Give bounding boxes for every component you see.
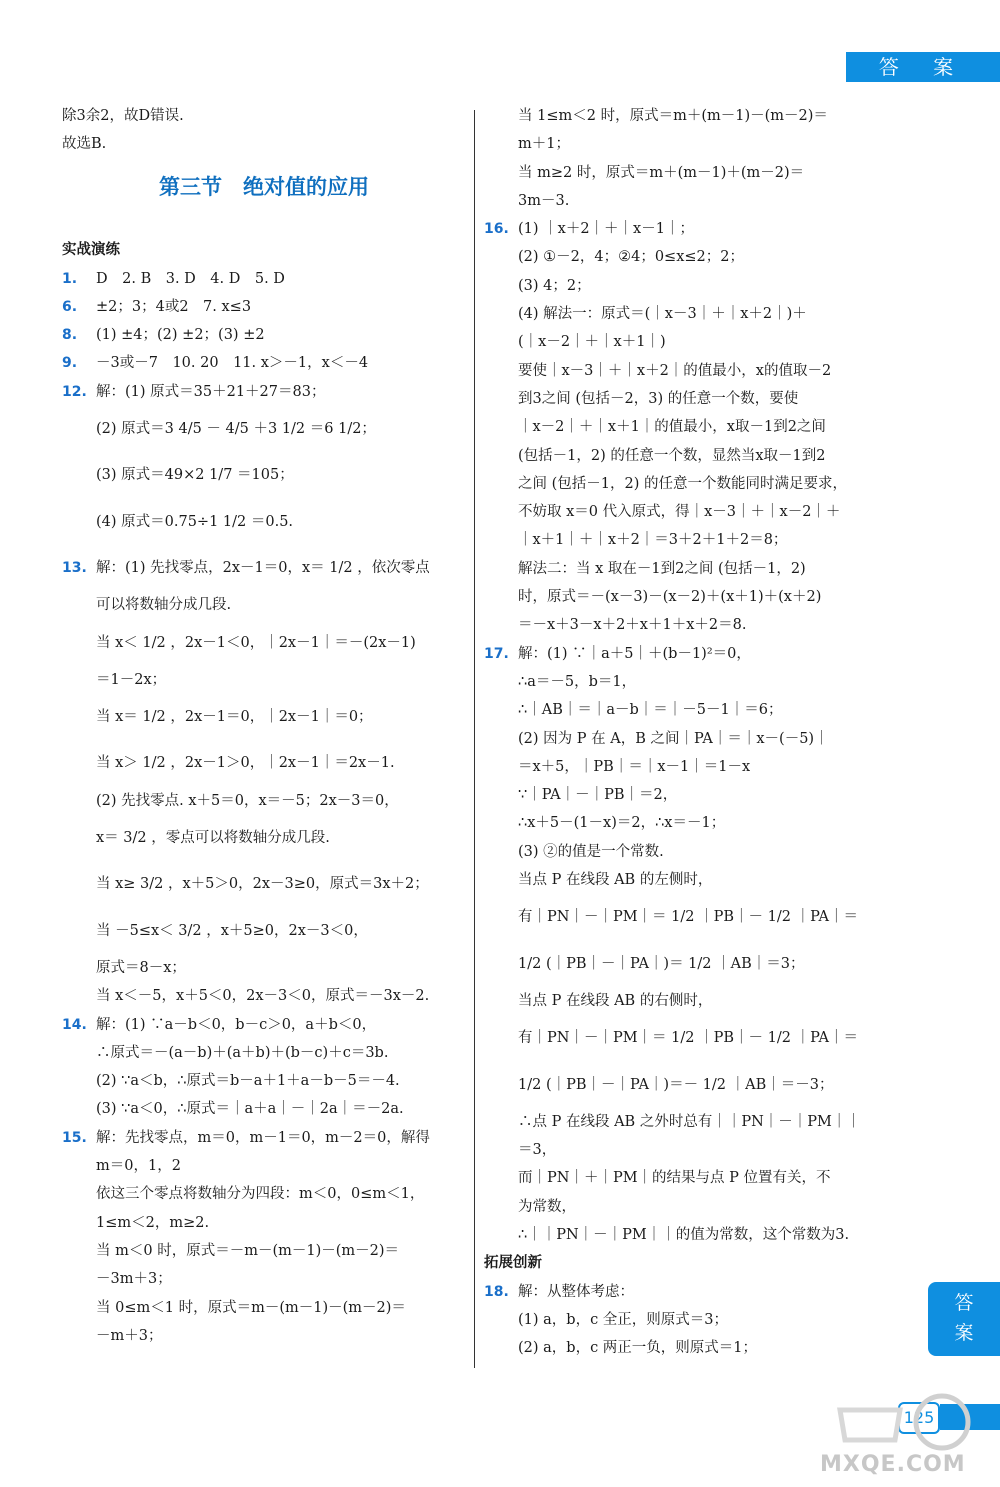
answer-text: 时，原式＝－(x－3)－(x－2)＋(x＋1)＋(x＋2) [518, 589, 822, 606]
answer-line [62, 1184, 466, 1204]
answer-line [62, 624, 466, 662]
answer-line [62, 503, 466, 541]
answer-text: (1) ｜x＋2｜＋｜x－1｜； [518, 221, 694, 238]
question-number: 15. [62, 1129, 87, 1146]
answer-text: (2) ①－2，4；②4；0≤x≤2；2； [518, 249, 744, 266]
answer-text: 解：(1) 先找零点，2x－1＝0，x＝ 1/2 ，依次零点 [96, 559, 430, 576]
answer-text: 1/2 (｜PB｜－｜PA｜)＝－ 1/2 ｜AB｜＝－3； [518, 1076, 834, 1093]
answer-line [484, 729, 894, 749]
answer-line [484, 559, 894, 579]
answer-text: (2) a，b，c 两正一负，则原式＝1； [518, 1340, 758, 1357]
answer-line [62, 1213, 466, 1233]
answer-line [484, 1066, 894, 1104]
answer-line [62, 912, 466, 950]
answer-text: ＝x＋5，｜PB｜＝｜x－1｜＝1－x [518, 758, 751, 775]
answer-text: ∴原式＝－(a－b)＋(a＋b)＋(b－c)＋c＝3b. [96, 1044, 389, 1061]
answer-text: ∴x＋5－(1－x)＝2，∴x＝－1； [518, 815, 726, 832]
answer-line [484, 615, 894, 635]
answer-text: 解：(1) ∵｜a＋5｜＋(b－1)²＝0， [518, 645, 751, 662]
answer-line [62, 1128, 466, 1148]
answer-line [484, 991, 894, 1011]
answer-line [62, 297, 466, 317]
question-number: 18. [484, 1283, 509, 1300]
answer-text: 而｜PN｜＋｜PM｜的结果与点 P 位置有关，不 [518, 1170, 831, 1187]
answer-line [484, 672, 894, 692]
answer-text: －m＋3； [96, 1327, 163, 1344]
answer-text: m＋1； [518, 136, 570, 153]
answer-line [484, 361, 894, 381]
answer-line [484, 446, 894, 466]
answer-line [484, 332, 894, 352]
answer-line [484, 785, 894, 805]
answer-line [484, 1019, 894, 1057]
answer-line [484, 502, 894, 522]
answer-text: (3) ②的值是一个常数. [518, 843, 664, 860]
answer-text: (2) 原式＝3 4/5 － 4/5 ＋3 1/2 ＝6 1/2； [96, 421, 376, 438]
answer-line [484, 587, 894, 607]
answer-text: 解法二：当 x 取在－1到2之间 (包括－1，2) [518, 560, 806, 577]
answer-line [484, 700, 894, 720]
answer-text: －3或－7 10. 20 11. x＞－1，x＜－4 [96, 355, 369, 372]
answer-text: ＝3， [518, 1142, 557, 1159]
answer-line [62, 1326, 466, 1346]
answer-line [484, 1112, 894, 1132]
answer-line [484, 304, 894, 324]
answer-text: 当 x＜ 1/2 ，2x－1＜0，｜2x－1｜＝－(2x－1) [96, 634, 416, 651]
answer-text: 当点 P 在线段 AB 的左侧时， [518, 872, 713, 889]
answer-text: ∵｜PA｜－｜PB｜＝2， [518, 787, 678, 804]
answer-line [62, 958, 466, 978]
side-tab-line2: 案 [954, 1322, 974, 1344]
answer-line [62, 456, 466, 494]
answer-line [484, 474, 894, 494]
answer-text: (3) 4；2； [518, 277, 591, 294]
answer-line [484, 757, 894, 777]
answer-line [484, 389, 894, 409]
question-number: 9. [62, 355, 78, 372]
answer-text: 解：先找零点，m＝0，m－1＝0，m－2＝0，解得 [96, 1129, 430, 1146]
answer-text: (3) 原式＝49×2 1/7 ＝105； [96, 467, 294, 484]
answer-line [484, 1282, 894, 1302]
answer-line [484, 530, 894, 550]
answer-text: 当 －5≤x＜ 3/2 ，x＋5≥0，2x－3＜0， [96, 922, 368, 939]
answer-text: 当 x＝ 1/2 ，2x－1＝0，｜2x－1｜＝0； [96, 709, 373, 726]
answer-text: ＝－x＋3－x＋2＋x＋1＋x＋2＝8. [518, 617, 747, 634]
question-number: 12. [62, 383, 87, 400]
answer-line [62, 1241, 466, 1261]
answer-text: ｜x－2｜＋｜x＋1｜的值最小，x取－1到2之间 [518, 419, 826, 436]
answer-header-tab: 答 案 [846, 52, 1000, 82]
answer-text: 解：(1) 原式＝35＋21＋27＝83； [96, 383, 326, 400]
section-heading: 实战演练 [62, 242, 120, 259]
answer-line [62, 1269, 466, 1289]
answer-text: －3m＋3； [96, 1271, 172, 1288]
answer-line [62, 1156, 466, 1176]
answer-line [62, 325, 466, 345]
answer-text: 依这三个零点将数轴分为四段：m＜0，0≤m＜1， [96, 1186, 425, 1203]
answer-text: ∴点 P 在线段 AB 之外时总有｜｜PN｜－｜PM｜｜ [518, 1113, 861, 1130]
question-number: 8. [62, 327, 78, 344]
page-number: 125 [898, 1402, 940, 1434]
answer-line [484, 945, 894, 983]
answer-text: 当 x＞ 1/2 ，2x－1＞0，｜2x－1｜＝2x－1. [96, 755, 395, 772]
answer-text: ∴｜｜PN｜－｜PM｜｜的值为常数，这个常数为3. [518, 1226, 850, 1243]
question-number: 14. [62, 1016, 87, 1033]
watermark-text: MXQE.COM [820, 1452, 966, 1477]
answer-line [62, 1043, 466, 1063]
question-number: 6. [62, 298, 78, 315]
answer-line [62, 353, 466, 373]
answer-text: 有｜PN｜－｜PM｜＝ 1/2 ｜PB｜－ 1/2 ｜PA｜＝ [518, 1030, 858, 1047]
question-number: 13. [62, 559, 87, 576]
question-number: 1. [62, 270, 78, 287]
answer-line [484, 1140, 894, 1160]
answer-text: 有｜PN｜－｜PM｜＝ 1/2 ｜PB｜－ 1/2 ｜PA｜＝ [518, 909, 858, 926]
answer-text: (｜x－2｜＋｜x＋1｜) [518, 334, 666, 351]
answer-text: ∴a＝－5，b＝1， [518, 673, 637, 690]
answer-line [484, 191, 894, 211]
answer-line [484, 813, 894, 833]
answer-text: m＝0，1，2 [96, 1158, 181, 1175]
answer-line [62, 819, 466, 857]
answer-line [484, 106, 894, 126]
answer-text: ｜x＋1｜＋｜x＋2｜＝3＋2＋1＋2＝8； [518, 532, 788, 549]
answer-line [62, 269, 466, 289]
answer-text: 当 m≥2 时，原式＝m＋(m－1)＋(m－2)＝ [518, 164, 805, 181]
answer-text: (2) ∵a＜b，∴原式＝b－a＋1＋a－b－5＝－4. [96, 1073, 400, 1090]
answer-line [62, 791, 466, 811]
answer-line [62, 865, 466, 903]
answer-text: 当 0≤m＜1 时，原式＝m－(m－1)－(m－2)＝ [96, 1299, 406, 1316]
answer-text: 解：从整体考虑： [518, 1283, 634, 1300]
answer-line [62, 744, 466, 782]
answer-line [62, 670, 466, 690]
answer-text: x＝ 3/2 ，零点可以将数轴分成几段. [96, 830, 330, 847]
answer-line [62, 106, 466, 126]
answer-text: 1/2 (｜PB｜－｜PA｜)＝ 1/2 ｜AB｜＝3； [518, 955, 805, 972]
answer-text: 到3之间 (包括－2，3) 的任意一个数，要使 [518, 390, 799, 407]
answer-line [484, 1168, 894, 1188]
answer-text: 原式＝8－x； [96, 959, 186, 976]
answer-text: ＝1－2x； [96, 671, 167, 688]
answer-text: 可以将数轴分成几段. [96, 597, 232, 614]
answer-line [62, 1071, 466, 1091]
answer-text: ∴｜AB｜＝｜a－b｜＝｜－5－1｜＝6； [518, 702, 783, 719]
answer-text: (1) ±4；(2) ±2；(3) ±2 [96, 327, 265, 344]
answer-text: (1) a，b，c 全正，则原式＝3； [518, 1311, 729, 1328]
answer-text: (4) 原式＝0.75÷1 1/2 ＝0.5. [96, 513, 294, 530]
answer-line [62, 1099, 466, 1119]
answer-text: 3m－3. [518, 192, 570, 209]
answer-line [484, 276, 894, 296]
answer-line [62, 549, 466, 587]
answer-line [484, 1197, 894, 1217]
answer-line [484, 417, 894, 437]
answer-text: 之间 (包括－1，2) 的任意一个数能同时满足要求， [518, 475, 847, 492]
answer-line [62, 410, 466, 448]
answer-line [484, 163, 894, 183]
answer-text: 解：(1) ∵a－b＜0，b－c＞0，a＋b＜0， [96, 1016, 377, 1033]
answer-text: 当 x≥ 3/2 ，x＋5＞0，2x－3≥0，原式＝3x＋2； [96, 876, 429, 893]
answer-line [62, 382, 466, 402]
answer-line [484, 219, 894, 239]
answer-text: 当 x＜－5，x＋5＜0，2x－3＜0，原式＝－3x－2. [96, 988, 430, 1005]
answer-line [484, 1338, 894, 1358]
answer-line [484, 842, 894, 862]
answer-text: 故选B. [62, 136, 107, 153]
answer-line [484, 1310, 894, 1330]
answer-line [484, 134, 894, 154]
answer-line [62, 134, 466, 154]
question-number: 17. [484, 645, 509, 662]
answer-line [484, 870, 894, 890]
answer-line [62, 986, 466, 1006]
answer-text: (2) 先找零点. x＋5＝0，x＝－5；2x－3＝0， [96, 792, 399, 809]
answer-line [62, 698, 466, 736]
answer-text: ±2；3；4或2 7. x≤3 [96, 298, 252, 315]
answer-text: 为常数， [518, 1198, 576, 1215]
answer-text: D 2. B 3. D 4. D 5. D [96, 270, 285, 287]
left-column [62, 106, 466, 1354]
answer-text: 1≤m＜2，m≥2. [96, 1214, 210, 1231]
answer-line [484, 247, 894, 267]
answer-line [484, 898, 894, 936]
right-column [484, 106, 894, 1366]
section-heading: 拓展创新 [484, 1255, 542, 1272]
answer-text: 除3余2，故D错误. [62, 108, 184, 124]
answer-text: 当点 P 在线段 AB 的右侧时， [518, 992, 713, 1009]
side-tab-line1: 答 [954, 1292, 974, 1314]
answer-text: 不妨取 x＝0 代入原式，得｜x－3｜＋｜x－2｜＋ [518, 504, 841, 521]
section-title: 第三节 绝对值的应用 [159, 175, 369, 200]
answer-text: 当 1≤m＜2 时，原式＝m＋(m－1)－(m－2)＝ [518, 108, 828, 124]
answer-text: 当 m＜0 时，原式＝－m－(m－1)－(m－2)＝ [96, 1242, 400, 1259]
column-divider [474, 110, 475, 1368]
answer-text: (4) 解法一：原式＝(｜x－3｜＋｜x＋2｜)＋ [518, 306, 807, 323]
answer-side-tab [928, 1282, 1000, 1356]
answer-line [62, 1298, 466, 1318]
answer-text: (3) ∵a＜0，∴原式＝｜a＋a｜－｜2a｜＝－2a. [96, 1101, 404, 1118]
question-number: 16. [484, 221, 509, 238]
answer-line [62, 595, 466, 615]
answer-text: (2) 因为 P 在 A，B 之间｜PA｜＝｜x－(－5)｜ [518, 730, 829, 747]
answer-line [484, 644, 894, 664]
answer-line [62, 1015, 466, 1035]
answer-text: (包括－1，2) 的任意一个数，显然当x取－1到2 [518, 447, 826, 464]
answer-line [484, 1225, 894, 1245]
answer-text: 要使｜x－3｜＋｜x＋2｜的值最小，x的值取－2 [518, 362, 832, 379]
